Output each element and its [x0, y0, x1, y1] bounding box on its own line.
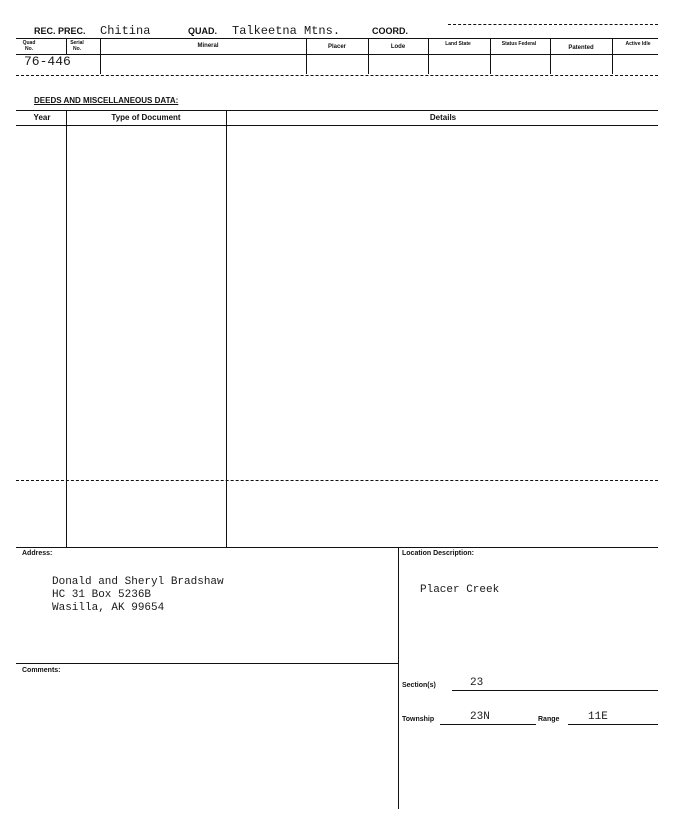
col-active-idle: Active Idle	[625, 41, 651, 47]
col-quad-no: Quad No.	[22, 40, 36, 52]
comments-top-rule	[16, 663, 398, 664]
deeds-dashed-rule	[16, 480, 658, 481]
deeds-header-rule	[16, 125, 658, 126]
rec-prec-value: Chitina	[100, 24, 151, 38]
col-serial-no: Serial No.	[70, 40, 84, 52]
range-underline	[568, 724, 658, 725]
section-label: Section(s)	[402, 682, 436, 689]
rec-prec-label: REC. PREC.	[34, 26, 86, 36]
record-divider-5	[428, 38, 429, 74]
township-underline	[440, 724, 536, 725]
record-row-bottom	[16, 75, 658, 76]
record-divider-6	[490, 38, 491, 74]
record-header-bottom	[16, 54, 658, 55]
deeds-title: DEEDS AND MISCELLANEOUS DATA:	[34, 96, 179, 105]
address-top-rule	[16, 547, 658, 548]
deeds-col-year: Year	[33, 113, 51, 122]
record-divider-4	[368, 38, 369, 74]
deeds-divider-type	[226, 110, 227, 547]
location-label: Location Description:	[402, 550, 474, 557]
coord-label: COORD.	[372, 26, 408, 36]
section-underline	[452, 690, 658, 691]
address-line-1: Donald and Sheryl Bradshaw	[52, 576, 224, 588]
township-value: 23N	[470, 711, 490, 723]
record-number-value: 76-446	[24, 54, 71, 69]
col-mineral: Mineral	[197, 43, 219, 49]
header-rule-dashed	[448, 24, 658, 25]
township-label: Township	[402, 716, 435, 723]
record-divider-2	[100, 38, 101, 74]
quad-label: QUAD.	[188, 26, 217, 36]
range-value: 11E	[588, 711, 608, 723]
record-divider-7	[550, 38, 551, 74]
record-divider-1	[66, 38, 67, 54]
quad-value: Talkeetna Mtns.	[232, 24, 341, 38]
col-patented: Patented	[568, 45, 594, 51]
col-land-state: Land State	[445, 41, 471, 47]
deeds-col-type: Type of Document	[111, 113, 181, 122]
address-location-divider	[398, 547, 399, 809]
col-placer: Placer	[327, 44, 346, 50]
deeds-divider-year	[66, 110, 67, 547]
record-divider-8	[612, 38, 613, 74]
record-divider-3	[306, 38, 307, 74]
address-label: Address:	[22, 550, 53, 557]
header-rule	[16, 38, 448, 39]
col-status-federal: Status Federal	[501, 41, 537, 47]
header-rule-right	[448, 38, 658, 39]
address-line-3: Wasilla, AK 99654	[52, 602, 165, 614]
comments-label: Comments:	[22, 667, 61, 674]
location-value: Placer Creek	[420, 584, 500, 596]
deeds-col-details: Details	[429, 113, 457, 122]
col-lode: Lode	[390, 44, 406, 50]
section-value: 23	[470, 677, 484, 689]
deeds-top-rule	[16, 110, 658, 111]
range-label: Range	[538, 716, 560, 723]
address-line-2: HC 31 Box 5236B	[52, 589, 152, 601]
